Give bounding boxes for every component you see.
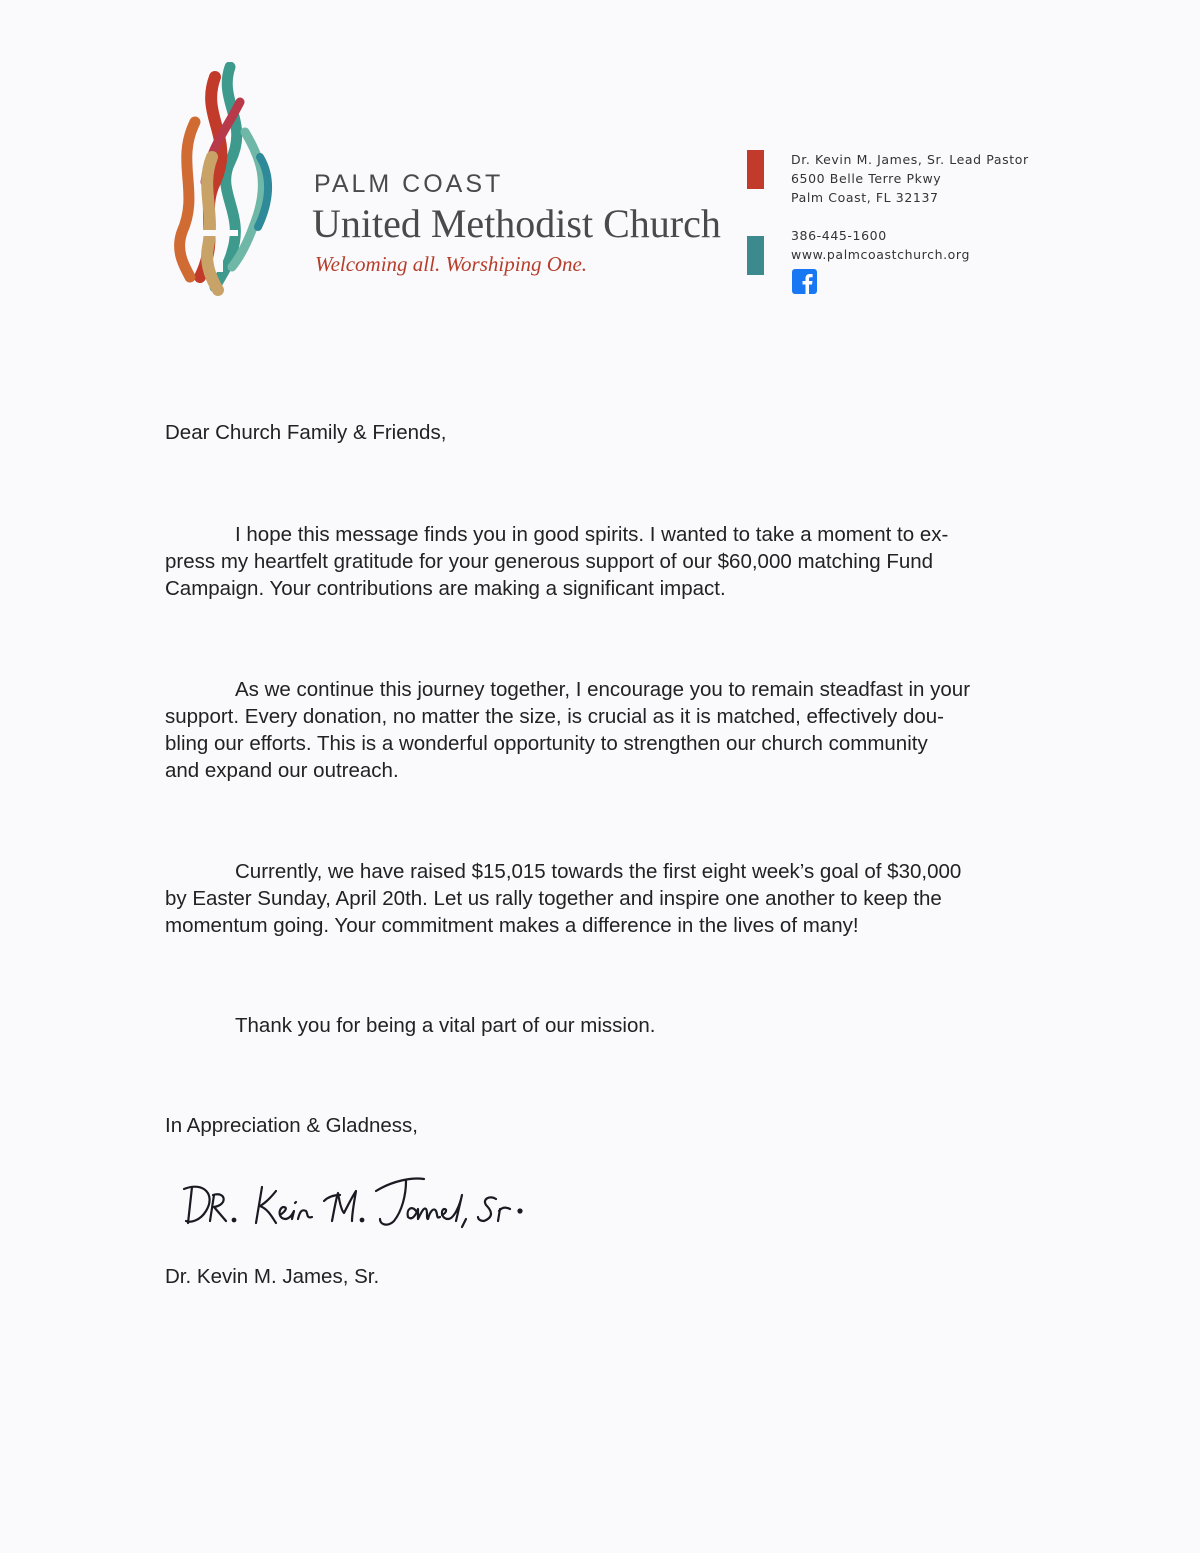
- paragraph-1: [165, 521, 1085, 602]
- paragraph-2-line: As we continue this journey together, I encourage you to remain steadfast in your: [235, 678, 971, 701]
- paragraph-3: [165, 858, 1085, 939]
- paragraph-1-line: Campaign. Your contributions are making a significant impact.: [165, 577, 726, 600]
- salutation: Dear Church Family & Friends,: [165, 421, 447, 444]
- paragraph-3-line: momentum going. Your commitment makes a difference in the lives of many!: [165, 914, 859, 937]
- accent-bar-teal: [747, 236, 764, 275]
- paragraph-1-line: press my heartfelt gratitude for your generous support of our $60,000 matching Fund: [165, 550, 934, 573]
- contact-address1: 6500 Belle Terre Pkwy: [791, 171, 942, 186]
- paragraph-2: [165, 676, 1085, 784]
- contact-address2: Palm Coast, FL 32137: [791, 190, 939, 205]
- contact-phone: 386-445-1600: [791, 228, 887, 243]
- signer-name: Dr. Kevin M. James, Sr.: [165, 1265, 380, 1288]
- paragraph-3-line: Currently, we have raised $15,015 towards the first eight week’s goal of $30,000: [235, 860, 962, 883]
- accent-bar-red: [747, 150, 764, 189]
- paragraph-2-line: and expand our outreach.: [165, 759, 399, 782]
- paragraph-2-line: support. Every donation, no matter the size, is crucial as it is matched, effectively dou-: [165, 705, 944, 728]
- org-name-line2: United Methodist Church: [312, 201, 721, 246]
- org-name-line1: PALM COAST: [314, 170, 504, 198]
- paragraph-2-line: bling our efforts. This is a wonderful opportunity to strengthen our church community: [165, 732, 928, 755]
- facebook-icon[interactable]: [792, 269, 817, 294]
- flame-cross-logo: [160, 62, 285, 302]
- contact-pastor: Dr. Kevin M. James, Sr. Lead Pastor: [791, 152, 1029, 167]
- paragraph-4: [165, 1012, 1085, 1039]
- closing: In Appreciation & Gladness,: [165, 1114, 418, 1137]
- paragraph-3-line: by Easter Sunday, April 20th. Let us rally together and inspire one another to keep the: [165, 887, 942, 910]
- org-tagline: Welcoming all. Worshiping One.: [315, 252, 588, 276]
- paragraph-4-text: Thank you for being a vital part of our mission.: [235, 1014, 656, 1037]
- contact-website[interactable]: www.palmcoastchurch.org: [791, 247, 970, 262]
- paragraph-1-line: I hope this message finds you in good spirits. I wanted to take a moment to ex-: [235, 523, 949, 546]
- handwritten-signature: [180, 1165, 560, 1235]
